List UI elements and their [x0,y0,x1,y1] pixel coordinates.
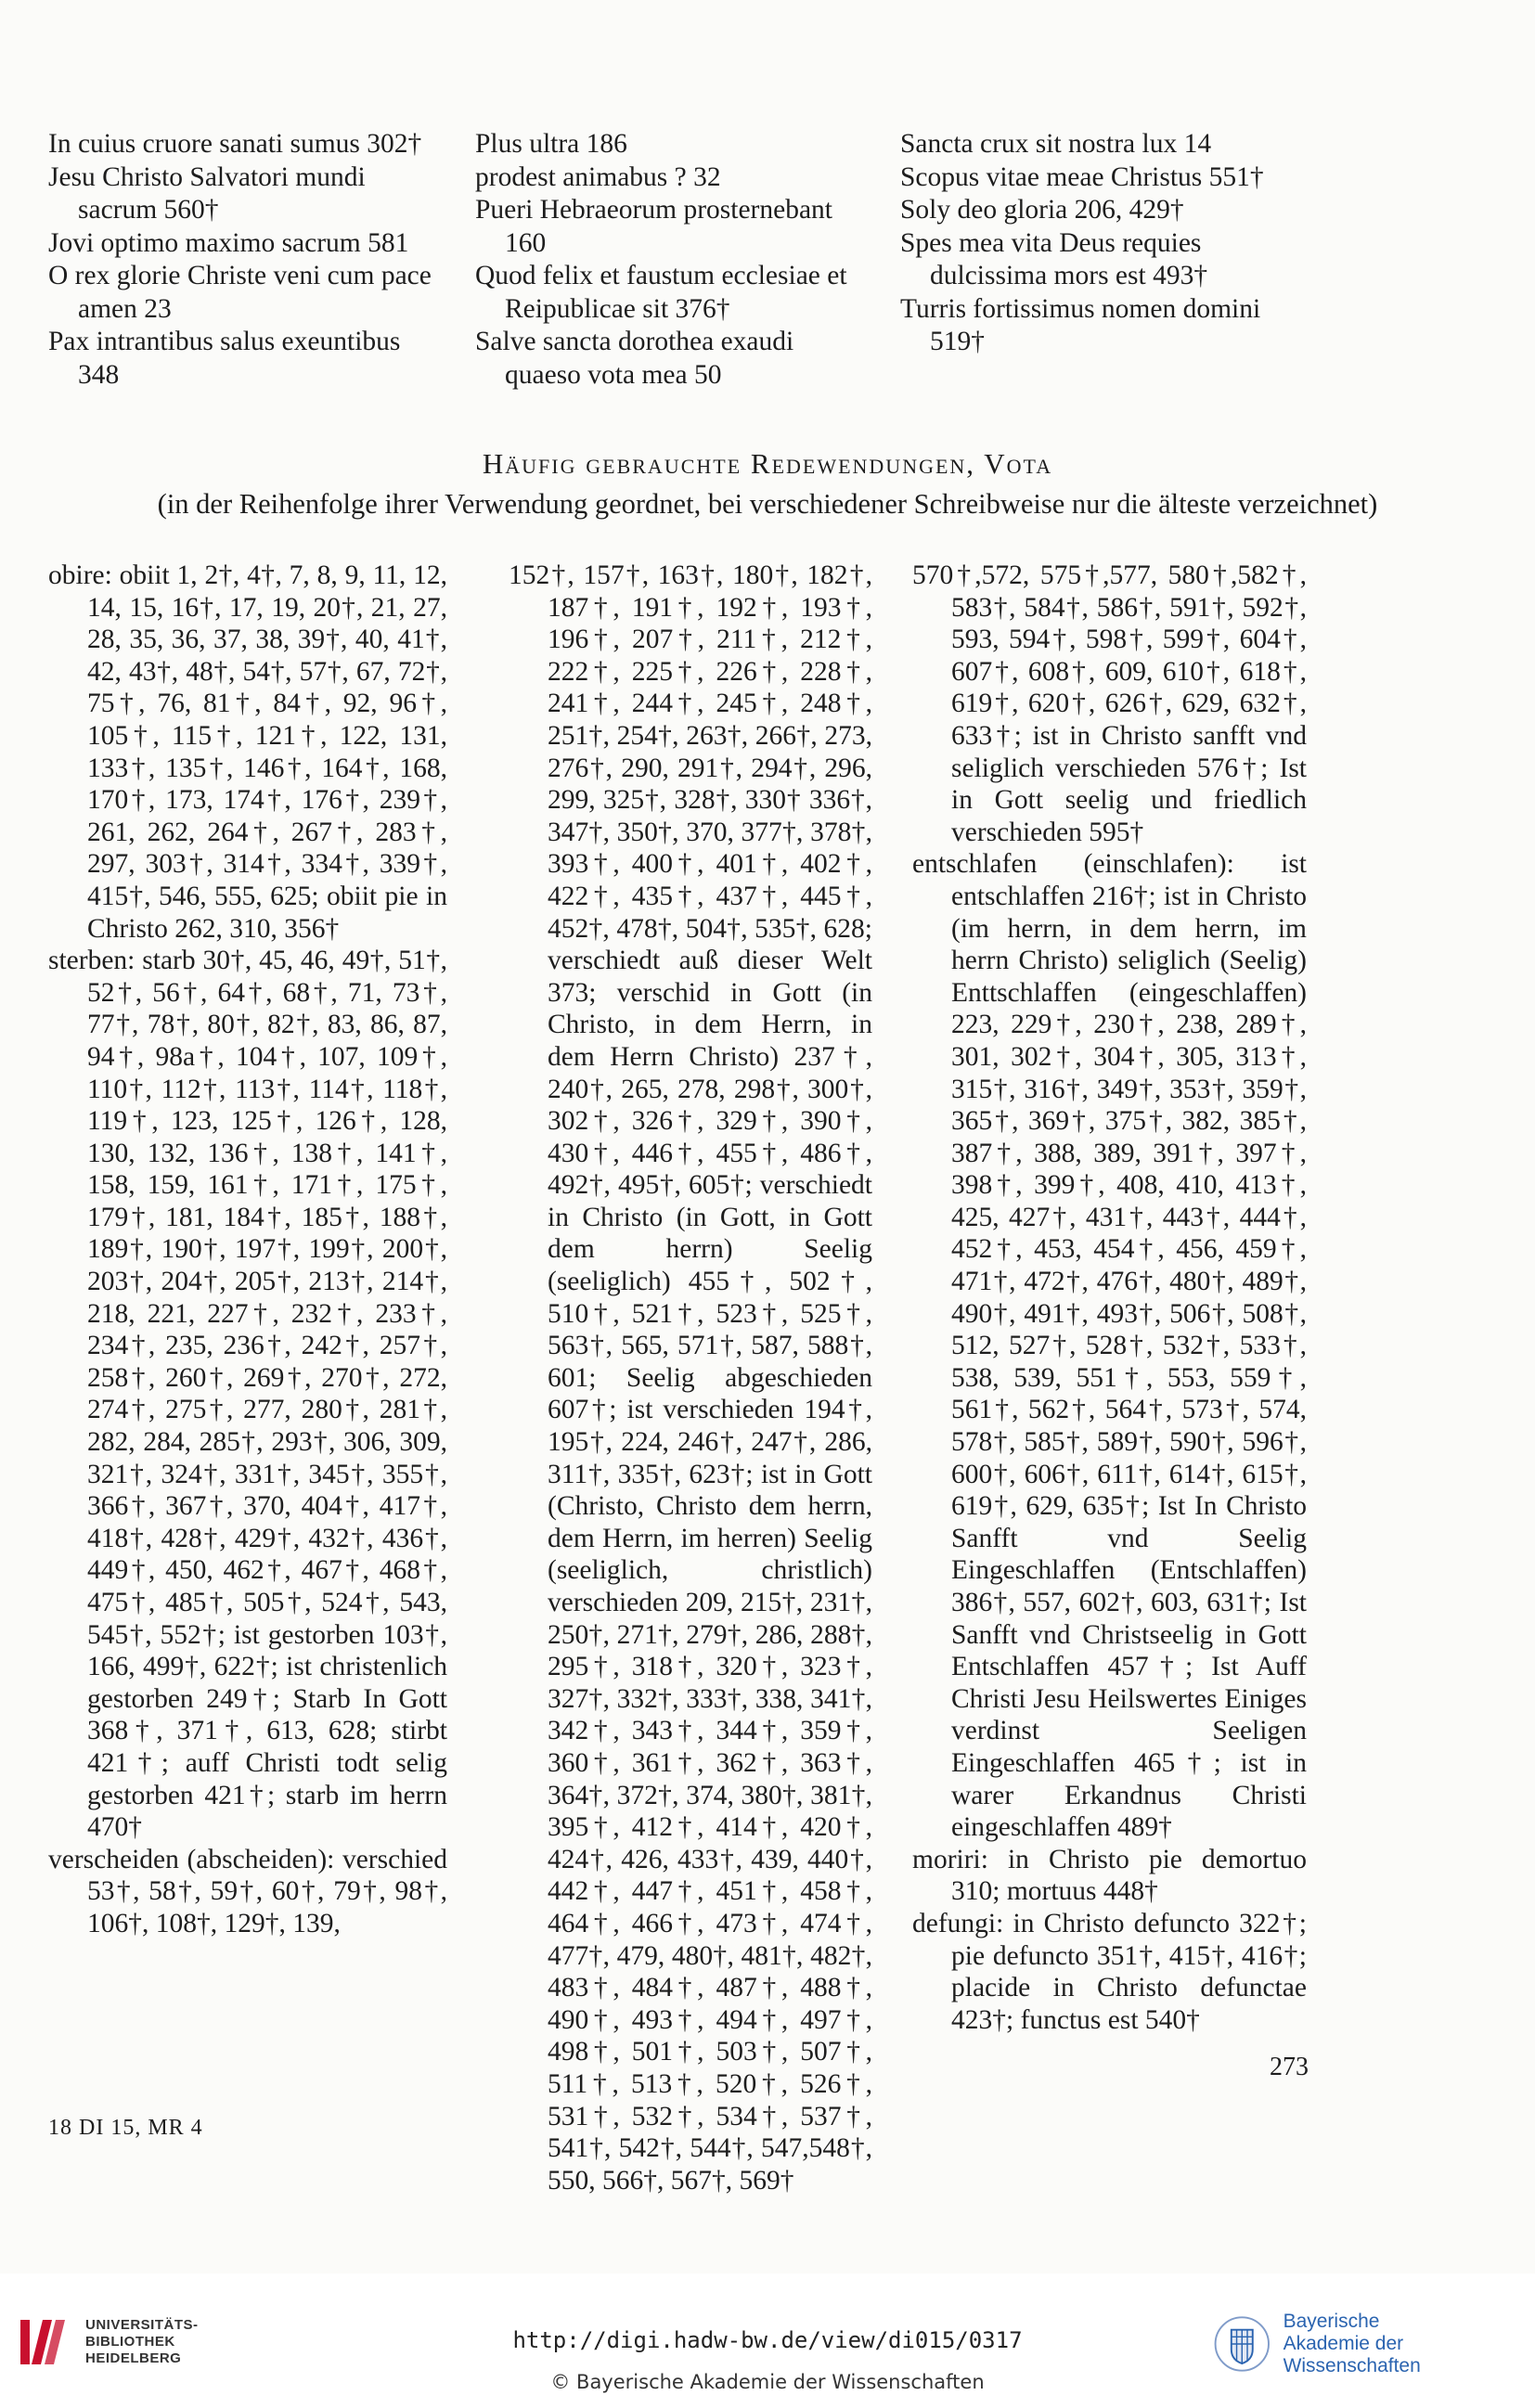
entry: Scopus vitae meae Christus 551† [900,161,1264,192]
entry: Spes mea vita Deus requies dulcissima mors est 493† [900,227,1208,290]
entry: prodest animabus ? 32 [475,161,721,192]
entry: Quod felix et faustum ecclesiae et Reipublicae sit 376† [475,261,847,324]
entry: O rex glorie Christe veni cum pace amen 23 [48,261,432,324]
entry: Pueri Hebraeorum prosternebant 160 [475,195,832,258]
entry: 152†, 157†, 163†, 180†, 182†, 187†, 191†, 192†, 193†, 196†, 207†, 211†, 212†, 222†, 225†, 226†, 228†, 241†, 244†, 245†, 248†, 251†, 254†, 263†, 266†, 273, 276†, 290, 291†, 294†, 296, 299, 325†, 328†, 330† 336†, 347†, 350†, 370, 377†, 378†, 393†, 400†, 401†, 402†, 422†, 435†, 437†, 445†, 452†, 478†, 504†, 535†, 628; verschiedt auß dieser Welt 373; verschid in Gott (in Christo, in dem Herrn, in dem Herrn Christo) 237†, 240†, 265, 278, 298†, 300†, 302†, 326†, 329†, 390†, 430†, 446†, 455†, 486†, 492†, 495†, 605†; verschiedt in Christo (in Gott, in Gott dem herrn) Seelig (seeliglich) 455†, 502†, 510†, 521†, 523†, 525†, 563†, 565, 571†, 587, 588†, 601; Seelig abgeschieden 607†; ist verschieden 194†, 195†, 224, 246†, 247†, 286, 311†, 335†, 623†; ist in Gott (Christo, Christo dem herrn, dem Herrn, im herren) Seelig (seeliglich, christlich) verschieden 209, 215†, 231†, 250†, 271†, 279†, 286, 288†, 295†, 318†, 320†, 323†, 327†, 332†, 333†, 338, 341†, 342†, 343†, 344†, 359†, 360†, 361†, 362†, 363†, 364†, 372†, 374, 380†, 381†, 395†, 412†, 414†, 420†, 424†, 426, 433†, 439, 440†, 442†, 447†, 451†, 458†, 464†, 466†, 473†, 474†, 477†, 479, 480†, 481†, 482†, 483†, 484†, 487†, 488†, 490†, 493†, 494†, 497†, 498†, 501†, 503†, 507†, 511†, 513†, 520†, 526†, 531†, 532†, 534†, 537†, 541†, 542†, 544†, 547,548†, 550, 566†, 567†, 569† [509,560,872,2196]
printer-signature: 18 DI 15, MR 4 [48,2116,203,2140]
motto-column-2 [475,128,863,392]
entry: defungi: in Christo defuncto 322†; pie defuncto 351†, 415†, 416†; placide in Christo defunctae 423†; functus est 540† [912,1908,1307,2035]
entry: Salve sancta dorothea exaudi quaeso vota mea 50 [475,327,794,390]
baw-line-2: Akademie der Wissenschaften [1283,2333,1421,2376]
entry: Jesu Christo Salvatori mundi sacrum 560† [48,161,366,225]
section-subheading: (in der Reihenfolge ihrer Verwendung geordnet, bei verschiedener Schreibweise nur die älteste verzeichnet) [157,488,1378,520]
uhd-line-3: HEIDELBERG [85,2350,182,2366]
entry: sterben: starb 30†, 45, 46, 49†, 51†, 52†, 56†, 64†, 68†, 71, 73†, 77†, 78†, 80†, 82†, 83, 86, 87, 94†, 98a†, 104†, 107, 109†, 110†, 112†, 113†, 114†, 118†, 119†, 123, 125†, 126†, 128, 130, 132, 136†, 138†, 141†, 158, 159, 161†, 171†, 175†, 179†, 181, 184†, 185†, 188†, 189†, 190†, 197†, 199†, 200†, 203†, 204†, 205†, 213†, 214†, 218, 221, 227†, 232†, 233†, 234†, 235, 236†, 242†, 257†, 258†, 260†, 269†, 270†, 272, 274†, 275†, 277, 280†, 281†, 282, 284, 285†, 293†, 306, 309, 321†, 324†, 331†, 345†, 355†, 366†, 367†, 370, 404†, 417†, 418†, 428†, 429†, 432†, 436†, 449†, 450, 462†, 467†, 468†, 475†, 485†, 505†, 524†, 543, 545†, 552†; ist gestorben 103†, 166, 499†, 622†; ist christenlich gestorben 249†; Starb In Gott 368†, 371†, 613, 628; stirbt 421†; auff Christi todt selig gestorben 421†; starb im herrn 470† [48,946,447,1843]
index-column-3 [912,560,1307,2036]
page-number: 273 [1270,2053,1309,2081]
baw-line-1: Bayerische [1283,2311,1380,2332]
entry: Turris fortissimus nomen domini 519† [900,293,1261,356]
entry: entschlafen (einschlafen): ist entschlaffen 216†; ist in Christo (im herrn, in dem herrn, im herrn Christo) seliglich (Seelig) Enttschlaffen (eingeschlaffen) 223, 229†, 230†, 238, 289†, 301, 302†, 304†, 305, 313†, 315†, 316†, 349†, 353†, 359†, 365†, 369†, 375†, 382, 385†, 387†, 388, 389, 391†, 397†, 398†, 399†, 408, 410, 413†, 425, 427†, 431†, 443†, 444†, 452†, 453, 454†, 456, 459†, 471†, 472†, 476†, 480†, 489†, 490†, 491†, 493†, 506†, 508†, 512, 527†, 528†, 532†, 533†, 538, 539, 551†, 553, 559†, 561†, 562†, 564†, 573†, 574, 578†, 585†, 589†, 590†, 596†, 600†, 606†, 611†, 614†, 615†, 619†, 629, 635†; Ist In Christo Sanfft vnd Seelig Eingeschlaffen (Entschlaffen) 386†, 557, 602†, 603, 631†; Ist Sanfft vnd Christseelig in Gott Entschlaffen 457†; Ist Auff Christi Jesu Heilswertes Einiges verdinst Seeligen Eingeschlaffen 465†; ist in warer Erkandnus Christi eingeschlaffen 489† [912,849,1307,1843]
uhd-line-2: BIBLIOTHEK [85,2334,175,2350]
section-heading: Häufig gebrauchte Redewendungen, Vota [482,447,1053,480]
footer-bar [0,2273,1535,2408]
entry: obire: obiit 1, 2†, 4†, 7, 8, 9, 11, 12, 14, 15, 16†, 17, 19, 20†, 21, 27, 28, 35, 36, 37, 38, 39†, 40, 41†, 42, 43†, 48†, 54†, 57†, 67, 72†, 75†, 76, 81†, 84†, 92, 96†, 105†, 115†, 121†, 122, 131, 133†, 135†, 146†, 164†, 168, 170†, 173, 174†, 176†, 239†, 261, 262, 264†, 267†, 283†, 297, 303†, 314†, 334†, 339†, 415†, 546, 555, 625; obiit pie in Christo 262, 310, 356† [48,560,447,944]
entry: 570†,572, 575†,577, 580†,582†, 583†, 584†, 586†, 591†, 592†, 593, 594†, 598†, 599†, 604†, 607†, 608†, 609, 610†, 618†, 619†, 620†, 626†, 629, 632†, 633†; ist in Christo sanfft vnd seliglich verschieden 576†; Ist in Gott seelig und friedlich verschieden 595† [912,560,1307,847]
permalink-url[interactable]: http://digi.hadw-bw.de/view/di015/0317 [512,2327,1023,2353]
entry: Sancta crux sit nostra lux 14 [900,129,1212,159]
entry: Jovi optimo maximo sacrum 581 [48,227,409,258]
academy-logo[interactable] [1206,2309,1535,2379]
entry: Plus ultra 186 [475,129,627,159]
motto-column-1 [48,128,440,392]
entry: Soly deo gloria 206, 429† [900,195,1184,225]
entry: In cuius cruore sanati sumus 302† [48,129,422,159]
index-column-1 [48,560,447,1940]
academy-crest-icon [1206,2309,1278,2379]
academy-name [1283,2311,1535,2377]
index-column-2 [509,560,872,2196]
motto-column-3 [900,128,1299,359]
entry: verscheiden (abscheiden): verschied 53†, 58†, 59†, 60†, 79†, 98†, 106†, 108†, 129†, 139, [48,1844,447,1938]
entry: Pax intrantibus salus exeuntibus 348 [48,327,401,390]
copyright-notice: © Bayerische Akademie der Wissenschaften [550,2371,985,2393]
entry: moriri: in Christo pie demortuo 310; mortuus 448† [912,1844,1307,1907]
uhd-line-1: UNIVERSITÄTS- [85,2317,199,2333]
